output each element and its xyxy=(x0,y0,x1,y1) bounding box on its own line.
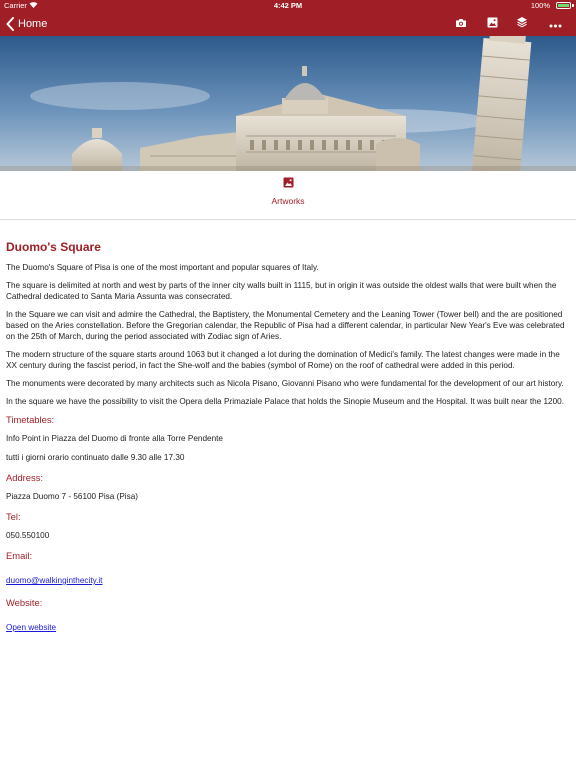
status-bar xyxy=(0,0,576,12)
camera-icon xyxy=(455,15,467,33)
tab-bar xyxy=(0,171,576,220)
more-button[interactable] xyxy=(545,14,565,34)
address-label: Address: xyxy=(6,472,43,483)
website-label: Website: xyxy=(6,597,43,608)
chevron-left-icon xyxy=(6,17,14,31)
back-button[interactable] xyxy=(6,14,47,34)
article-paragraph: The monuments were decorated by many architects such as Nicola Pisano, Giovanni Pisano who were fundamental for the development of our art history. xyxy=(6,379,564,388)
article-paragraph: In the square we have the possibility to visit the Opera della Primaziale Palace that holds the Sinopie Museum and the Hospital. It was built near the 1200. xyxy=(6,397,564,406)
battery-percent: 100% xyxy=(530,1,550,10)
article-paragraph: The modern structure of the square starts around 1063 but it changed a lot during the domination of Medici's family. The latest changes were made in the XX century during the fascist period, in fact the She-wolf and the babies (symbol of Rome) on the roof of cathedral were added in this period. xyxy=(6,350,560,370)
image-icon xyxy=(258,177,318,188)
hero-image xyxy=(0,36,576,171)
page-title: Duomo's Square xyxy=(6,240,101,254)
tel-value[interactable]: 050.550100 xyxy=(6,531,50,540)
address-value: Piazza Duomo 7 - 56100 Pisa (Pisa) xyxy=(6,492,138,501)
layers-icon xyxy=(516,15,528,33)
gallery-button[interactable] xyxy=(482,14,502,34)
article-paragraph: The Duomo's Square of Pisa is one of the most important and popular squares of Italy. xyxy=(6,263,319,272)
article-content xyxy=(6,230,568,642)
more-icon xyxy=(549,15,562,33)
back-label: Home xyxy=(18,18,48,30)
battery-icon xyxy=(556,2,571,9)
article-paragraph: In the Square we can visit and admire the Cathedral, the Baptistery, the Monumental Cemetery and the Leaning Tower (Tower bell) and the are positioned based on the Aries constellation. Before the Gregorian calendar, the Republic of Pisa had a different calendar, in particular New Year's Eve was celebrated on the 25th of March, during the period associated with Zodiac sign of Aries. xyxy=(6,310,565,341)
email-link[interactable]: duomo@walkinginthecity.it xyxy=(6,576,103,585)
nav-bar xyxy=(0,12,576,36)
timetables-line: Info Point in Piazza del Duomo di fronte alla Torre Pendente xyxy=(6,434,223,443)
tab-artworks[interactable] xyxy=(258,177,318,217)
timetables-label: Timetables: xyxy=(6,414,55,425)
clock: 4:42 PM xyxy=(273,1,303,10)
timetables-line: tutti i giorni orario continuato dalle 9.30 alle 17.30 xyxy=(6,453,185,462)
camera-button[interactable] xyxy=(451,14,471,34)
email-label: Email: xyxy=(6,550,33,561)
carrier-label: Carrier xyxy=(4,1,27,10)
website-link[interactable]: Open website xyxy=(6,623,57,632)
tab-label: Artworks xyxy=(271,196,305,206)
article-paragraph: The square is delimited at north and west by parts of the inner city walls built in 1115, but in origin it was outside the oldest walls that were built when the Cathedral dedicated to Santa Maria Assunta was consecrated. xyxy=(6,281,557,301)
battery-tip xyxy=(572,4,574,7)
tel-label: Tel: xyxy=(6,511,21,522)
layers-button[interactable] xyxy=(512,14,532,34)
image-icon xyxy=(487,15,498,33)
